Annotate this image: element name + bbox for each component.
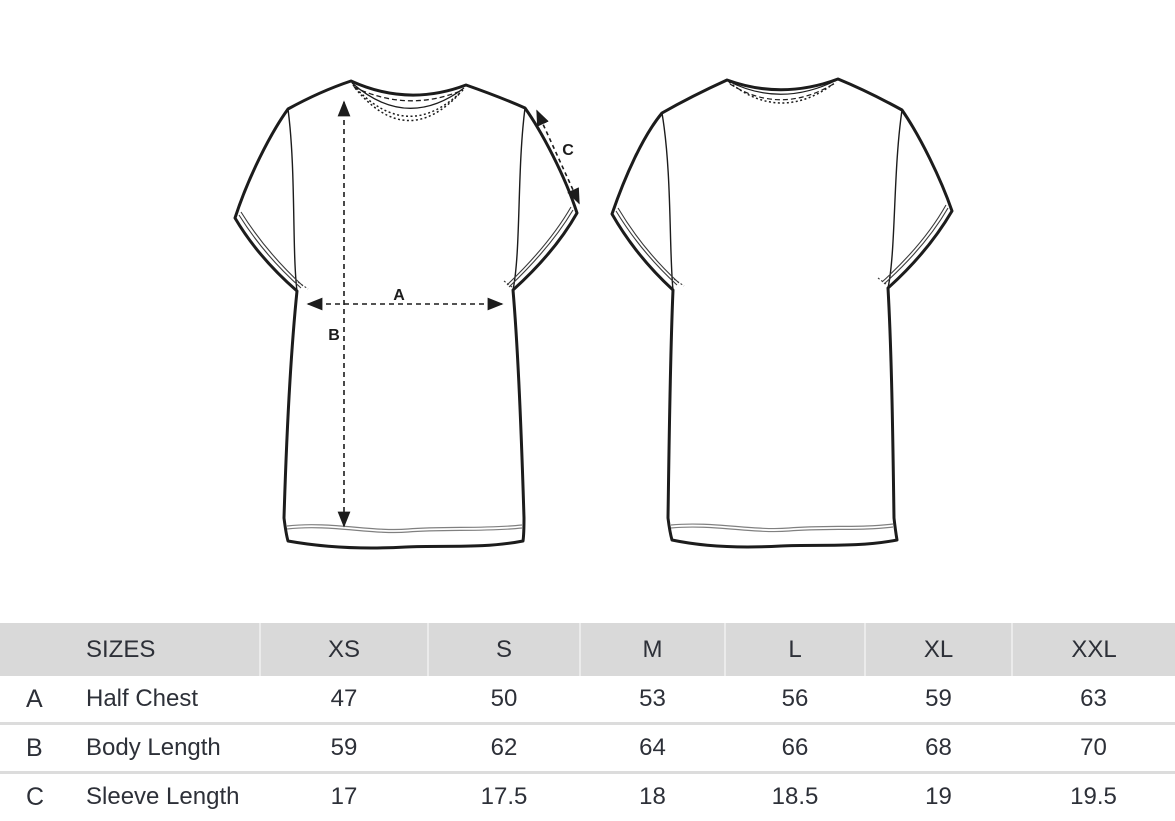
header-size-xxl: XXL <box>1012 623 1175 676</box>
size-table <box>0 623 1175 820</box>
measurement-value: 18 <box>580 773 725 821</box>
measurement-value: 17.5 <box>428 773 580 821</box>
measurement-value: 19.5 <box>1012 773 1175 821</box>
header-sizes-label: SIZES <box>80 623 260 676</box>
tshirt-back-diagram <box>595 60 975 560</box>
measure-b-label: B <box>328 327 340 344</box>
measure-c-label: C <box>562 142 574 159</box>
row-letter: A <box>0 676 80 724</box>
table-row-half-chest <box>0 676 1175 724</box>
measurement-value: 47 <box>260 676 428 724</box>
header-size-m: M <box>580 623 725 676</box>
header-size-xl: XL <box>865 623 1012 676</box>
measurement-value: 53 <box>580 676 725 724</box>
front-shirt-outline <box>235 81 577 548</box>
tshirt-front-diagram <box>220 60 600 560</box>
measurement-value: 59 <box>865 676 1012 724</box>
measurement-value: 18.5 <box>725 773 865 821</box>
measurement-value: 68 <box>865 724 1012 773</box>
measurement-value: 64 <box>580 724 725 773</box>
row-letter: C <box>0 773 80 821</box>
measurement-value: 63 <box>1012 676 1175 724</box>
back-shirt-outline <box>612 79 952 547</box>
measurement-value: 66 <box>725 724 865 773</box>
measurement-value: 59 <box>260 724 428 773</box>
measurement-value: 19 <box>865 773 1012 821</box>
table-row-body-length <box>0 724 1175 773</box>
measure-a-label: A <box>393 287 405 304</box>
measurement-value: 62 <box>428 724 580 773</box>
measurement-name: Sleeve Length <box>80 773 260 821</box>
measurement-value: 17 <box>260 773 428 821</box>
header-size-s: S <box>428 623 580 676</box>
row-letter: B <box>0 724 80 773</box>
header-size-l: L <box>725 623 865 676</box>
measurement-value: 56 <box>725 676 865 724</box>
header-letter-cell <box>0 623 80 676</box>
measurement-name: Body Length <box>80 724 260 773</box>
header-size-xs: XS <box>260 623 428 676</box>
size-table-header-row <box>0 623 1175 676</box>
measurement-name: Half Chest <box>80 676 260 724</box>
measurement-value: 70 <box>1012 724 1175 773</box>
measurement-value: 50 <box>428 676 580 724</box>
table-row-sleeve-length <box>0 773 1175 821</box>
